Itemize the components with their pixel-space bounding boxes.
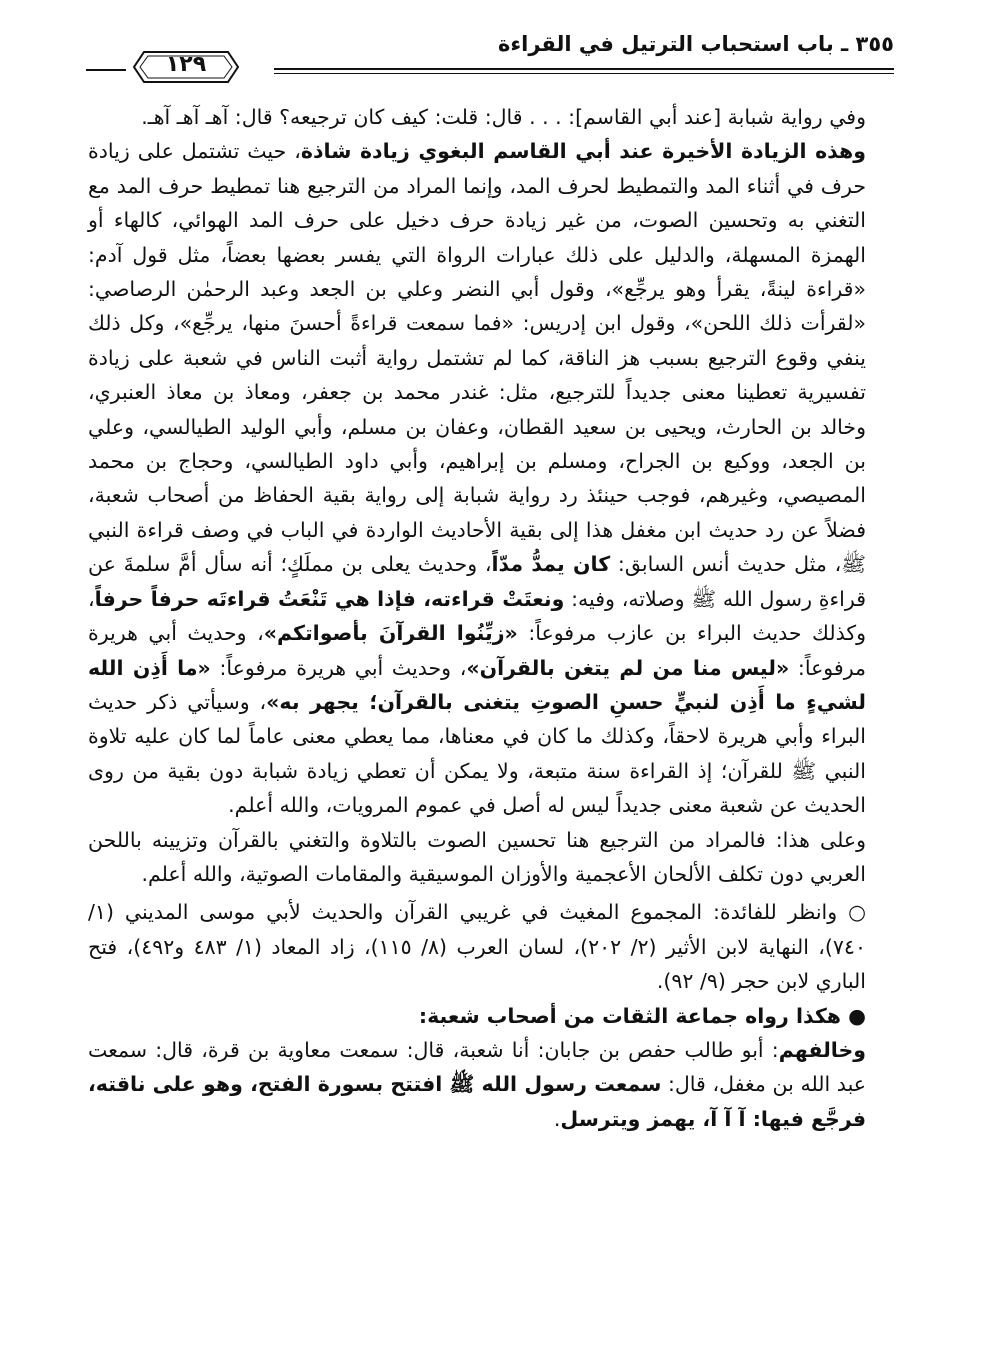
header-rule-left	[86, 69, 126, 71]
bold-text-segment: «ما أَذِن الله لشيءٍ ما أَذِن لنبيٍّ حسنِ الصوتِ يتغنى بالقرآن؛ يجهر به»	[88, 655, 867, 714]
text-segment: .	[553, 1106, 561, 1131]
body-text	[88, 100, 894, 1136]
paragraph-references	[88, 895, 894, 998]
paragraph-analysis	[88, 134, 894, 822]
text-segment: ، حيث تشتمل على زيادة حرف في أثناء المد والتمطيط لحرف المد، وإنما المراد من الترجيع هنا تمطيط حرف المد مع التغني به وتحسين الصوت، من غير زيادة حرف دخيل على حرف المد الهوائي، كالهاء أو الهمزة المسهلة، والدليل على ذلك عبارات الرواة التي يفسر بعضها بعضاً، مثل قول آدم: «قراءة لينةً، يقرأ وهو يرجِّع»، وقول أبي النضر وعلي بن الجعد وعبد الرحمٰن الرصاصي: «لقرأت ذلك اللحن»، وقول ابن إدريس: «فما سمعت قراءةً أحسنَ منها، يرجِّع»، وكل ذلك ينفي وقوع الترجيع بسبب هز الناقة، كما لم تشتمل رواية أثبت الناس في شعبة على زيادة تفسيرية تعطينا معنى جديداً للترجيع، مثل: غندر محمد بن جعفر، ومعاذ بن معاذ العنبري، وخالد بن الحارث، ويحيى بن سعيد القطان، وعفان بن مسلم، وأبي الوليد الطيالسي، وعلي بن الجعد، ووكيع بن الجراح، ومسلم بن إبراهيم، وأبي داود الطيالسي، وحجاج بن محمد المصيصي، وغيرهم، فوجب حينئذ رد رواية شبابة إلى رواية بقية الحفاظ من أصحاب شعبة، فضلاً عن رد حديث ابن مغفل هذا إلى بقية الأحاديث الواردة في الباب في وصف قراءة النبي ﷺ، مثل حديث أنس السابق:	[88, 139, 866, 577]
text-segment: ، وكذلك حديث البراء بن عازب مرفوعاً:	[88, 586, 866, 646]
text-segment: ، وسيأتي ذكر حديث البراء وأبي هريرة لاحقاً، وكذلك ما كان في معناها، مما يعطي معنى عاماً لما كان عليه تلاوة النبي ﷺ للقرآن؛ إذ القراءة سنة متبعة، ولا يمكن أن تعطي زيادة شبابة دون بقية من روى الحديث عن شعبة معنى جديداً ليس له أصل في عموم المرويات، والله أعلم.	[88, 689, 866, 818]
bold-text-segment: «ليس منا من لم يتغن بالقرآن»	[466, 655, 790, 680]
page-number: ١٢٩	[165, 52, 207, 77]
text-segment: ، وحديث يعلى بن مملَكٍ؛ أنه سأل أمَّ سلمةَ عن قراءةِ رسول الله ﷺ وصلاته، وفيه:	[88, 552, 866, 611]
page-number-frame	[130, 48, 242, 86]
bold-text-segment: وهذه الزيادة الأخيرة عند أبي القاسم البغوي زيادة شاذة	[300, 139, 866, 164]
paragraph-heading-narrators	[88, 999, 894, 1033]
text-segment: ، وحديث أبي هريرة مرفوعاً:	[88, 621, 866, 680]
paragraph-conclusion	[88, 823, 894, 892]
text-segment: : أبو طالب حفص بن جابان: أنا شعبة، قال: سمعت معاوية بن قرة، قال: سمعت عبد الله بن مغفل، قال:	[88, 1037, 866, 1097]
header-rule	[274, 68, 894, 70]
running-title: ٣٥٥ ـ باب استحباب الترتيل في القراءة	[498, 32, 894, 56]
bold-text-segment: وخالفهم	[778, 1037, 866, 1062]
page-header	[86, 28, 894, 92]
text-segment: ○ وانظر للفائدة: المجموع المغيث في غريبي القرآن والحديث لأبي موسى المديني (١/ ٧٤٠)، النهاية لابن الأثير (٢/ ٢٠٢)، لسان العرب (٨/ ١١٥)، زاد المعاد (١/ ٤٨٣ و٤٩٢)، فتح الباري لابن حجر (٩/ ٩٢).	[88, 900, 866, 994]
text-segment: وعلى هذا: فالمراد من الترجيع هنا تحسين الصوت بالتلاوة والتغني بالقرآن وتزيينه باللحن العربي دون تكلف الألحان الأعجمية والأوزان الموسيقية والمقامات الصوتية، والله أعلم.	[88, 827, 866, 886]
bold-text-segment: ونعتَتْ قراءته، فإذا هي تَنْعَتُ قراءتَه حرفاً حرفاً	[94, 586, 565, 611]
bold-text-segment: «زيِّنُوا القرآنَ بأصواتكم»	[263, 621, 518, 646]
bold-text-segment: ● هكذا رواه جماعة الثقات من أصحاب شعبة:	[418, 1003, 866, 1028]
bold-text-segment: سمعت رسول الله ﷺ افتتح بسورة الفتح، وهو على ناقته، فرجَّع فيها: آ آ آ، يهمز ويترسل	[88, 1072, 866, 1131]
bold-text-segment: كان يمدُّ مدّاً	[491, 552, 611, 577]
text-segment: وفي رواية شبابة [عند أبي القاسم]: . . . قال: قلت: كيف كان ترجيعه؟ قال: آهـ آهـ آهـ.	[141, 105, 866, 129]
paragraph-narration	[88, 100, 894, 134]
text-segment: ، وحديث أبي هريرة مرفوعاً:	[210, 655, 467, 680]
header-rule-thin	[274, 73, 894, 74]
paragraph-dissent	[88, 1033, 894, 1136]
